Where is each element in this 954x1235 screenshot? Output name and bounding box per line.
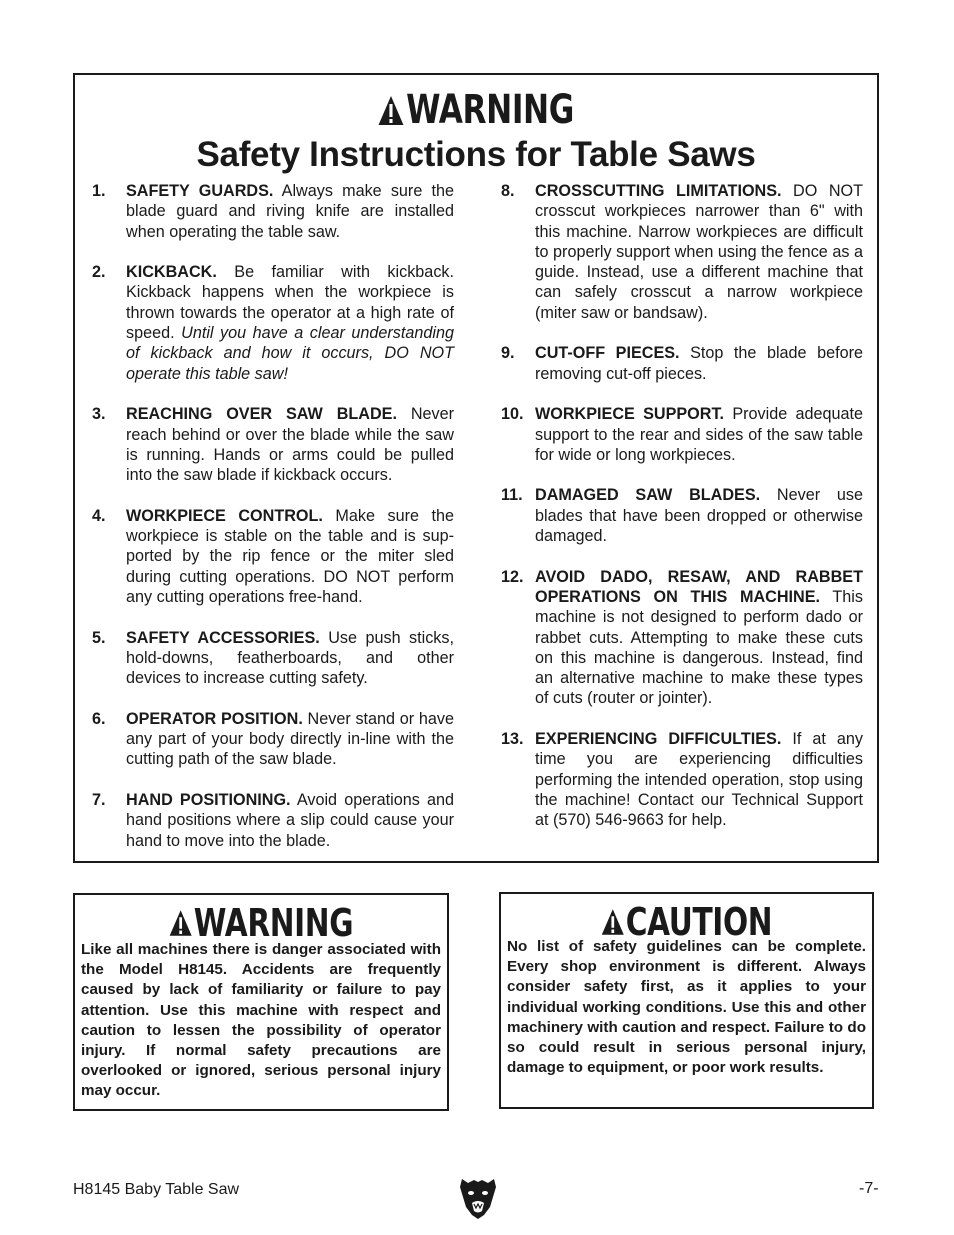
item-number: 8. <box>501 182 515 200</box>
item-text: Never stand or have any part of your body directly in-line with the cutting path of the saw blade. <box>126 709 454 769</box>
caution-signal-word: CAUTION <box>625 900 773 944</box>
grizzly-bear-logo-icon <box>458 1173 498 1221</box>
list-item <box>501 485 863 546</box>
item-heading: SAFETY ACCESSORIES. <box>126 628 320 647</box>
warning-signal-word: WARNING <box>406 87 574 133</box>
item-heading: CUT-OFF PIECES. <box>535 344 680 363</box>
item-number: 5. <box>92 628 106 647</box>
item-number: 13. <box>501 730 524 749</box>
right-column <box>501 181 863 851</box>
item-text: Provide adequate support to the rear and sides of the saw table for wide or long workpieces. <box>535 405 864 464</box>
item-number: 4. <box>92 506 106 525</box>
warning-triangle-icon <box>378 95 405 126</box>
item-text: Avoid operations and hand positions where a slip could cause your hand to move into the blade. <box>126 790 454 850</box>
footer-manual-title: H8145 Baby Table Saw <box>73 1181 240 1198</box>
list-item <box>501 343 863 384</box>
list-item <box>92 181 454 242</box>
item-number: 3. <box>92 405 106 424</box>
warning-header <box>116 903 406 943</box>
list-item <box>501 729 863 830</box>
list-item <box>501 404 863 465</box>
caution-header <box>542 902 831 942</box>
item-text: This machine is not designed to perform dado or rabbet cuts. Attempting to make these cuts on this machine is dangerous. Instead, find an alternative machine to make these types of cuts (router or jointer). <box>535 587 863 708</box>
list-item <box>92 262 454 384</box>
item-heading: OPERATOR POSITION. <box>126 709 303 728</box>
item-text: Use push sticks, hold-downs, featherboards, and other devices to increase cutting safety. <box>126 628 454 688</box>
item-heading: SAFETY GUARDS. <box>126 182 274 200</box>
item-heading: DAMAGED SAW BLADES. <box>535 486 761 505</box>
list-item <box>92 628 454 689</box>
item-heading: REACHING OVER SAW BLADE. <box>126 405 397 424</box>
left-column <box>92 181 454 871</box>
item-number: 10. <box>501 405 524 424</box>
warning-triangle-icon <box>169 909 192 937</box>
warning-text: Like all machines there is danger associated with the Model H8145. Accidents are frequently caused by lack of familiarity or failure to pay attention. Use this machine with respect and caution to lessen the possibility of operator injury. If normal safety precautions are overlooked or ignored, serious personal injury may occur. <box>81 941 441 1100</box>
item-text: Make sure the workpiece is stable on the table and is supported by the rip fence or the miter sled during cutting operations. DO NOT perform any cutting operations free-hand. <box>126 506 454 606</box>
list-item <box>92 709 454 770</box>
item-text: Never reach behind or over the blade while the saw is running. Hands or arms could be pulled into the saw blade if kickback occurs. <box>126 405 455 485</box>
list-item <box>92 506 454 607</box>
page-number: -7- <box>859 1180 879 1197</box>
item-text: Be familiar with kickback. Kickback happens when the workpiece is thrown towards the operator at a high rate of speed. <box>126 263 454 343</box>
item-heading: CROSSCUTTING LIMITATIONS. <box>535 182 782 200</box>
item-heading: KICKBACK. <box>126 263 217 282</box>
item-text: Stop the blade before removing cut-off pieces. <box>535 344 863 383</box>
caution-text: No list of safety guidelines can be complete. Every shop environment is different. Always consider safety first, as it applies to your individual working conditions. Use this and other machinery with caution and respect. Failure to do so could result in serious personal injury, damage to equipment, or poor work results. <box>507 938 866 1077</box>
item-number: 7. <box>92 790 106 809</box>
page-title: Safety Instructions for Table Saws <box>196 135 756 174</box>
item-text: Never use blades that have been dropped or otherwise damaged. <box>535 486 863 546</box>
item-text: DO NOT crosscut workpieces narrower than 6" with this machine. Narrow workpieces are difficult to properly support when using the fence as a guide. Instead, use a different machine that can safely crosscut a narrow workpiece (miter saw or bandsaw). <box>535 182 863 322</box>
item-heading: EXPERIENCING DIFFICULTIES. <box>535 730 782 749</box>
item-text: If at any time you are experiencing difficulties performing the intended operation, stop using the machine! Contact our Technical Support at (570) 546-9663 for help. <box>535 730 863 830</box>
list-item <box>92 404 454 485</box>
caution-box <box>499 892 874 1109</box>
item-heading: HAND POSITIONING. <box>126 790 291 809</box>
warning-box <box>73 893 449 1111</box>
item-number: 1. <box>92 182 106 200</box>
warning-header <box>163 89 789 131</box>
safety-instructions-box <box>73 73 879 863</box>
item-heading: AVOID DADO, RESAW, AND RABBET OPERATIONS ON THIS MACHINE. <box>535 567 863 606</box>
item-number: 12. <box>501 567 524 586</box>
item-number: 9. <box>501 344 515 363</box>
item-number: 11. <box>501 486 523 505</box>
item-heading: WORKPIECE SUPPORT. <box>535 405 725 424</box>
item-italic-text: Until you have a clear understanding of kickback and how it occurs, DO NOT operate this table saw! <box>126 324 454 383</box>
item-number: 2. <box>92 263 106 282</box>
item-number: 6. <box>92 709 106 728</box>
list-item <box>501 567 863 709</box>
warning-signal-word: WARNING <box>193 901 354 945</box>
caution-triangle-icon <box>601 908 624 936</box>
item-text: Always make sure the blade guard and riving knife are installed when operating the table saw. <box>126 182 454 241</box>
item-heading: WORKPIECE CONTROL. <box>126 506 323 525</box>
list-item <box>501 181 863 323</box>
list-item <box>92 790 454 851</box>
